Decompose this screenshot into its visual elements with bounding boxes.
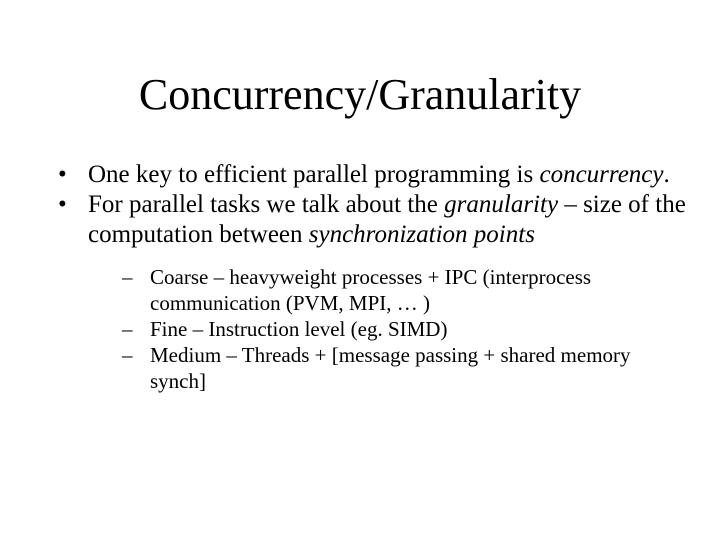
bullet-text: One key to efficient parallel programming is [88, 161, 540, 188]
bullet-item-concurrency [58, 160, 698, 190]
bullet-emphasis: synchronization points [308, 221, 535, 248]
bullet-text: For parallel tasks we talk about the [88, 191, 445, 218]
bullet-emphasis: concurrency [539, 161, 664, 188]
sub-bullet-marker: – [122, 265, 133, 289]
sub-bullet-marker: – [122, 343, 133, 367]
bullet-marker: • [58, 161, 67, 188]
slide-title: Concurrency/Granularity [138, 70, 582, 119]
sub-bullet-text: Fine – Instruction level (eg. SIMD) [150, 317, 448, 341]
sub-bullet-text: Medium – Threads + [message passing + shared memory synch] [150, 343, 631, 393]
bullet-item-granularity [58, 190, 698, 394]
bullet-text: . [663, 161, 670, 188]
bullet-list [58, 160, 698, 394]
sub-bullet-fine [88, 316, 648, 342]
bullet-emphasis: granularity [444, 191, 559, 218]
sub-bullet-medium [88, 342, 648, 394]
sub-bullet-marker: – [122, 317, 133, 341]
bullet-marker: • [58, 191, 67, 218]
sub-bullet-list [88, 264, 648, 394]
sub-bullet-coarse [88, 264, 648, 316]
sub-bullet-text: Coarse – heavyweight processes + IPC (interprocess communication (PVM, MPI, … ) [150, 265, 592, 315]
bullet-text: – size of the computation between [88, 191, 686, 248]
